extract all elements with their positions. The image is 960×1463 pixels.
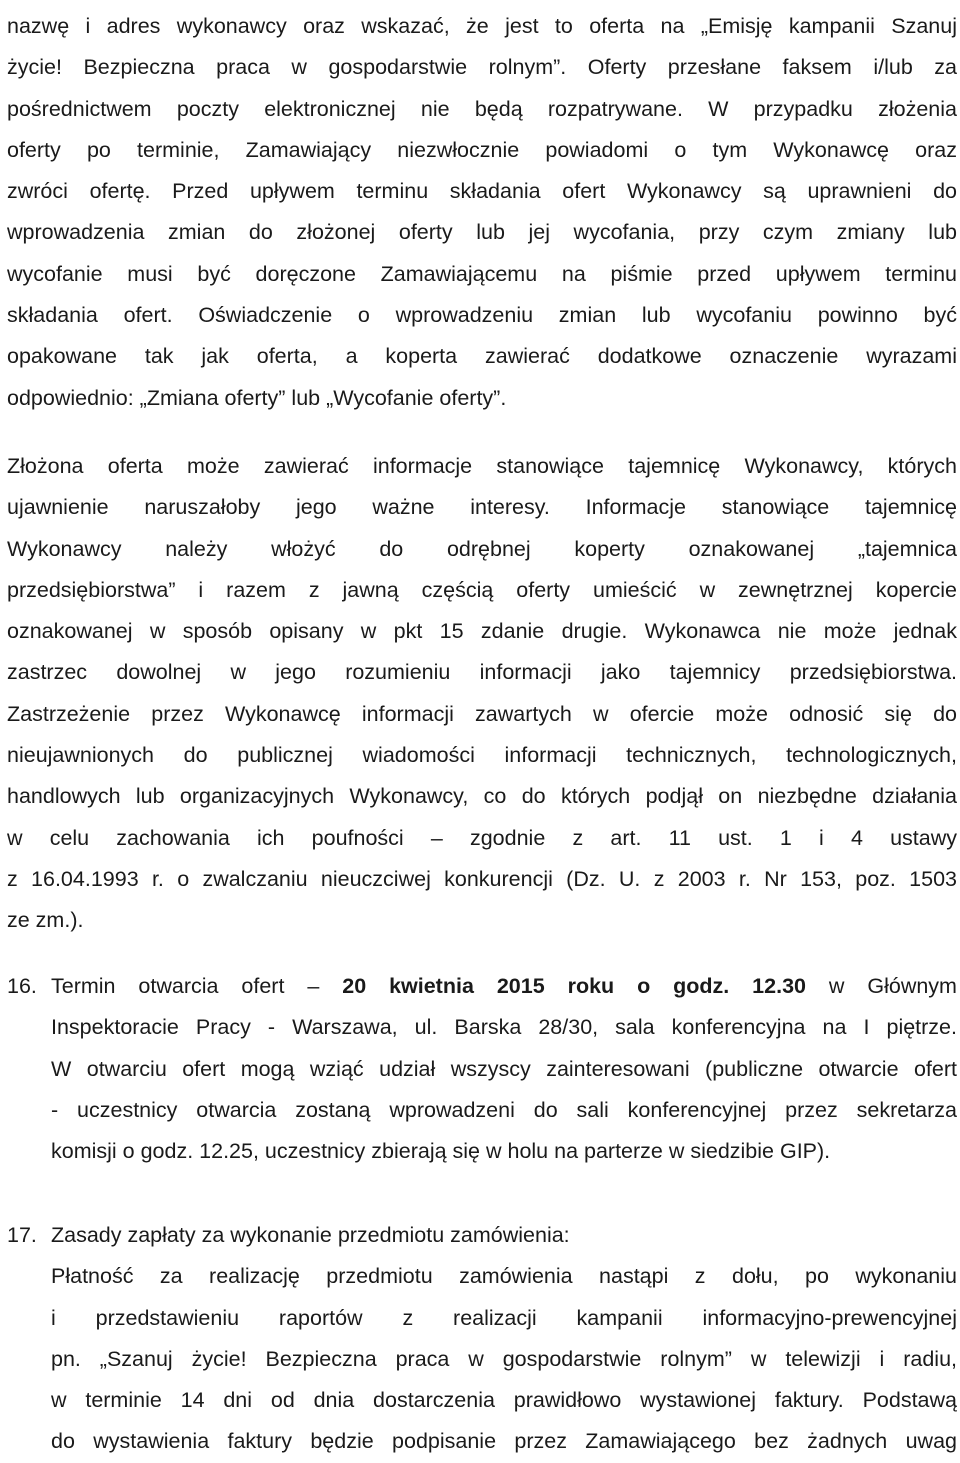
text-line: odpowiednio: „Zmiana oferty” lub „Wycofanie oferty”. <box>7 385 507 410</box>
text-line: w terminie 14 dni od dnia dostarczenia prawidłowo wystawionej faktury. Podstawą <box>51 1388 957 1413</box>
text-line: Złożona oferta może zawierać informacje stanowiące tajemnicę Wykonawcy, których <box>7 454 957 478</box>
text-line: W otwarciu ofert mogą wziąć udział wszyscy zainteresowani (publiczne otwarcie ofert <box>51 1056 957 1081</box>
text-line: oznakowanej w sposób opisany w pkt 15 zdanie drugie. Wykonawca nie może jednak <box>7 619 957 644</box>
text-line: do wystawienia faktury będzie podpisanie przez Zamawiającego bez żadnych uwag <box>51 1429 957 1454</box>
text-line: wprowadzenia zmian do złożonej oferty lub jej wycofania, przy czym zmiany lub <box>7 220 957 245</box>
section-body <box>51 966 957 1172</box>
text-line: Wykonawcy należy włożyć do odrębnej koperty oznakowanej „tajemnica <box>7 536 957 561</box>
section-body <box>51 1215 957 1463</box>
text-line: Płatność za realizację przedmiotu zamówienia nastąpi z dołu, po wykonaniu <box>51 1264 957 1289</box>
text-line: zwróci ofertę. Przed upływem terminu składania ofert Wykonawcy są uprawnieni do <box>7 179 957 204</box>
text-line: i przedstawieniu raportów z realizacji kampanii informacyjno-prewencyjnej <box>51 1305 957 1330</box>
text-line: Inspektoracie Pracy - Warszawa, ul. Barska 28/30, sala konferencyjna na I piętrze. <box>51 1015 957 1040</box>
section-number: 16. <box>7 974 37 998</box>
text-run: w Głównym <box>828 974 957 998</box>
text-line <box>51 966 957 1007</box>
paragraph-trade-secret <box>7 446 957 942</box>
text-line: ujawnienie naruszałoby jego ważne interesy. Informacje stanowiące tajemnicę <box>7 495 957 520</box>
text-line: życie! Bezpieczna praca w gospodarstwie rolnym”. Oferty przesłane faksem i/lub za <box>7 55 957 80</box>
section-heading: Zasady zapłaty za wykonanie przedmiotu zamówienia: <box>51 1223 570 1247</box>
text-line: nieujawnionych do publicznej wiadomości informacji technicznych, technologicznych, <box>7 743 957 768</box>
text-run: Termin otwarcia ofert – <box>51 974 320 998</box>
text-line: opakowane tak jak oferta, a koperta zawierać dodatkowe oznaczenie wyrazami <box>7 344 957 369</box>
text-line: komisji o godz. 12.25, uczestnicy zbierają się w holu na parterze w siedzibie GIP). <box>51 1139 831 1164</box>
text-line: składania ofert. Oświadczenie o wprowadzeniu zmian lub wycofaniu powinno być <box>7 303 957 328</box>
text-line: przedsiębiorstwa” i razem z jawną częścią oferty umieścić w zewnętrznej kopercie <box>7 577 957 602</box>
text-line: pośrednictwem poczty elektronicznej nie będą rozpatrywane. W przypadku złożenia <box>7 96 957 121</box>
text-line: handlowych lub organizacyjnych Wykonawcy, co do których podjął on niezbędne działania <box>7 784 957 809</box>
text-line: Zastrzeżenie przez Wykonawcę informacji zawartych w ofercie może odnosić się do <box>7 701 957 726</box>
section-number: 17. <box>7 1223 37 1247</box>
text-line: oferty po terminie, Zamawiający niezwłocznie powiadomi o tym Wykonawcę oraz <box>7 137 957 162</box>
text-line: - uczestnicy otwarcia zostaną wprowadzeni do sali konferencyjnej przez sekretarza <box>51 1097 957 1122</box>
text-line: ze zm.). <box>7 908 84 933</box>
text-line: z 16.04.1993 r. o zwalczaniu nieuczciwej konkurencji (Dz. U. z 2003 r. Nr 153, poz. 1503 <box>7 866 957 891</box>
text-line: wycofanie musi być doręczone Zamawiającemu na piśmie przed upływem terminu <box>7 261 957 286</box>
paragraph-offer-submission <box>7 6 957 419</box>
text-line: nazwę i adres wykonawcy oraz wskazać, że jest to oferta na „Emisję kampanii Szanuj <box>7 14 957 38</box>
opening-date-time: 20 kwietnia 2015 roku o godz. 12.30 <box>342 974 806 998</box>
text-line: zastrzec dowolnej w jego rozumieniu informacji jako tajemnicy przedsiębiorstwa. <box>7 660 957 685</box>
text-line: pn. „Szanuj życie! Bezpieczna praca w gospodarstwie rolnym” w telewizji i radiu, <box>51 1346 957 1371</box>
text-line: w celu zachowania ich poufności – zgodnie z art. 11 ust. 1 i 4 ustawy <box>7 825 957 850</box>
